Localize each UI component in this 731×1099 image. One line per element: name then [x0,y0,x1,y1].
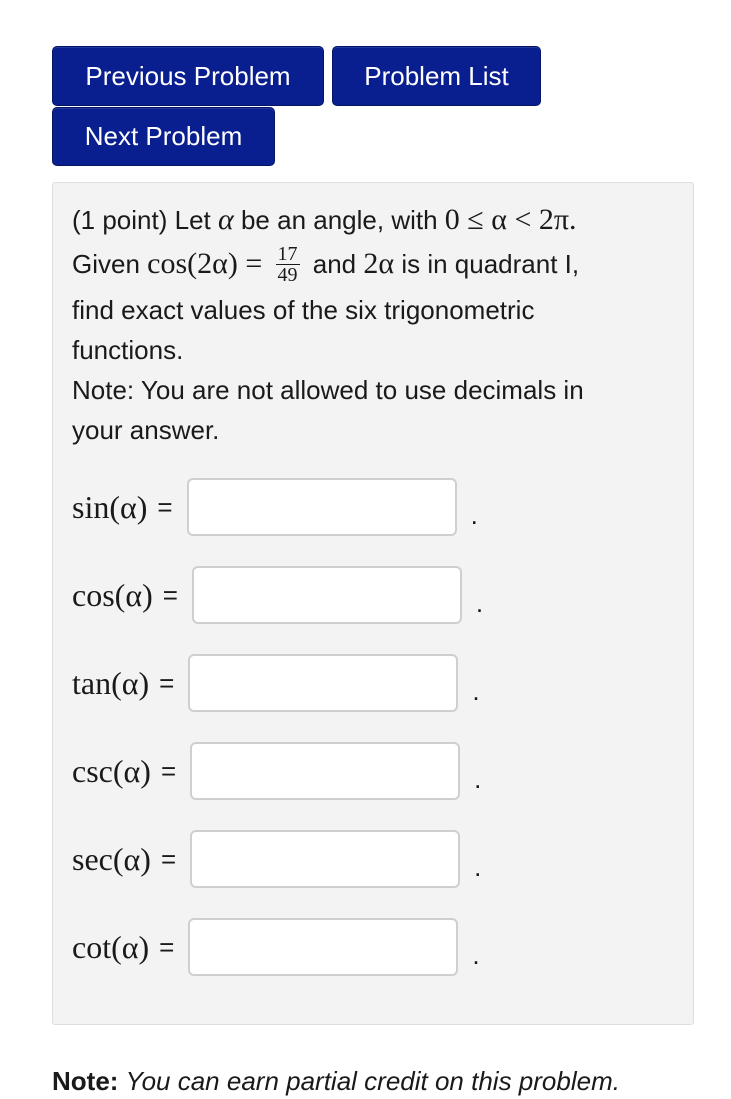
fraction-numerator: 17 [277,242,298,265]
fraction-denominator: 49 [277,263,298,286]
problem-line-2 [72,244,579,287]
partial-credit-note [52,1066,620,1097]
sin-answer-input[interactable] [187,478,457,536]
period: . [472,939,480,970]
problem-line-1 [72,200,577,240]
sec-label: sec(α) [72,840,151,877]
previous-problem-button[interactable]: Previous Problem [52,46,324,106]
answer-row-sec [72,830,481,888]
csc-label: csc(α) [72,752,151,789]
problem-list-button[interactable]: Problem List [332,46,541,106]
two-alpha-expression: 2α [363,247,395,280]
cos-answer-input[interactable] [192,566,462,624]
cos-label: cos(α) [72,576,153,613]
period: . [474,851,482,882]
problem-line-3: find exact values of the six trigonometric [72,295,535,325]
answer-row-csc [72,742,481,800]
answer-row-sin [72,478,478,536]
csc-answer-input[interactable] [190,742,460,800]
problem-text: is in quadrant I, [401,249,580,279]
period: . [470,499,478,530]
period: . [475,587,484,618]
problem-text: and [312,249,357,279]
angle-range-expression: 0 ≤ α < 2π. [444,203,577,236]
equals-sign: = [159,931,175,962]
next-problem-button[interactable]: Next Problem [52,107,275,166]
note-label: Note: [52,1066,119,1096]
tan-label: tan(α) [72,664,150,701]
alpha-symbol: α [217,203,234,236]
period: . [472,675,480,706]
equals-sign: = [160,843,177,874]
tan-answer-input[interactable] [188,654,458,712]
cot-label: cot(α) [72,928,150,965]
problem-text: Given [72,249,140,279]
answer-row-cos [72,566,483,624]
fraction [276,244,300,285]
period: . [474,763,482,794]
equals-sign: = [160,755,177,786]
problem-note-line-2: your answer. [72,415,220,445]
problem-text: (1 point) Let [72,205,211,235]
answer-row-tan [72,654,480,712]
problem-line-4: functions. [72,335,184,365]
cot-answer-input[interactable] [188,918,458,976]
problem-text: be an angle, with [240,205,438,235]
equals-sign: = [159,667,175,698]
sin-label: sin(α) [72,488,148,525]
cos-2alpha-expression: cos(2α) = [147,247,263,280]
note-text: You can earn partial credit on this problem. [125,1066,620,1096]
sec-answer-input[interactable] [190,830,460,888]
equals-sign: = [162,579,178,610]
answer-row-cot [72,918,480,976]
problem-note-line-1: Note: You are not allowed to use decimals in [72,375,584,405]
equals-sign: = [157,491,173,522]
